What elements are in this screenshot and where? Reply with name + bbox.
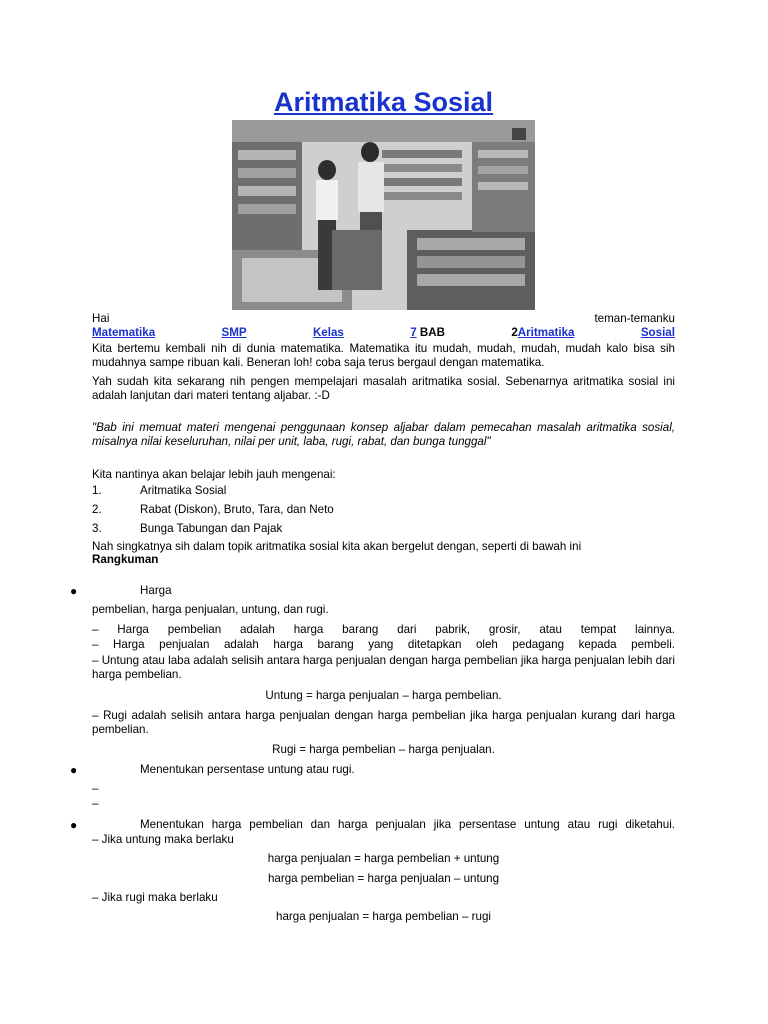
link-matematika[interactable]: Matematika: [92, 326, 156, 339]
intro-paragraph-2: Yah sudah kita sekarang nih pengen mempelajari masalah aritmatika sosial. Sebenarnya aritmatika sosial ini adalah lanjutan dari materi tentang aljabar. :-D: [92, 375, 675, 402]
definition-untung: – Untung atau laba adalah selisih antara harga penjualan dengan harga pembelian jika harga penjualan lebih dari harga pembelian.: [92, 654, 675, 681]
link-line: [92, 326, 675, 340]
harga-list: pembelian, harga penjualan, untung, dan rugi.: [92, 603, 329, 616]
greeting-left: Hai: [92, 312, 110, 325]
greeting-line: [92, 312, 675, 326]
bab-number: 2: [511, 326, 518, 339]
jika-rugi: – Jika rugi maka berlaku: [92, 891, 218, 904]
bullet-text: Menentukan persentase untung atau rugi.: [140, 763, 355, 776]
formula-harga-penjualan-untung: harga penjualan = harga pembelian + untung: [267, 852, 500, 865]
list-text: Bunga Tabungan dan Pajak: [140, 522, 283, 535]
link-smp[interactable]: SMP: [221, 326, 247, 339]
bullet-text: Harga: [140, 584, 172, 597]
link-aritmatika[interactable]: Aritmatika: [517, 326, 575, 339]
bullet-dot: ●: [70, 818, 78, 832]
list-number: 3.: [92, 522, 102, 535]
dash-line: –: [92, 782, 99, 795]
bullet-dot: ●: [70, 763, 78, 777]
definition-harga-pembelian: – Harga pembelian adalah harga barang dari pabrik, grosir, atau tempat lainnya.: [92, 623, 675, 636]
store-photo: [232, 120, 535, 310]
formula-untung: Untung = harga penjualan – harga pembelian.: [265, 689, 502, 702]
link-sosial[interactable]: Sosial: [640, 326, 675, 339]
bab-label: BAB: [419, 326, 446, 339]
quote-paragraph: "Bab ini memuat materi mengenai penggunaan konsep aljabar dalam pemecahan masalah aritmatika sosial, misalnya nilai keseluruhan, nilai per unit, laba, rugi, rabat, dan bunga tunggal": [92, 421, 675, 448]
link-kelas[interactable]: Kelas: [312, 326, 344, 339]
summary-intro: Nah singkatnya sih dalam topik aritmatika sosial kita akan bergelut dengan, seperti di bawah ini: [92, 540, 582, 553]
page-title: Aritmatika Sosial: [273, 87, 494, 117]
formula-harga-pembelian-untung: harga pembelian = harga penjualan – untung: [267, 872, 500, 885]
list-text: Rabat (Diskon), Bruto, Tara, dan Neto: [140, 503, 334, 516]
bullet-dot: ●: [70, 584, 78, 598]
formula-harga-penjualan-rugi: harga penjualan = harga pembelian – rugi: [276, 910, 491, 923]
intro-paragraph-1: Kita bertemu kembali nih di dunia matematika. Matematika itu mudah, mudah, mudah, mudah kalo bisa sih mudahnya sampe ribuan kali. Beneran loh! coba saja terus bergaul dengan matematika.: [92, 342, 675, 369]
list-intro: Kita nantinya akan belajar lebih jauh mengenai:: [92, 468, 336, 481]
greeting-right: teman-temanku: [594, 312, 675, 325]
dash-line: –: [92, 797, 99, 810]
definition-harga-penjualan: – Harga penjualan adalah harga barang yang ditetapkan oleh pedagang kepada pembeli.: [92, 638, 675, 651]
jika-untung: – Jika untung maka berlaku: [92, 833, 234, 846]
definition-rugi: – Rugi adalah selisih antara harga penjualan dengan harga pembelian jika harga penjualan kurang dari harga pembelian.: [92, 709, 675, 736]
bullet-text: Menentukan harga pembelian dan harga penjualan jika persentase untung atau rugi diketahui.: [140, 818, 675, 831]
store-photo-image: [232, 120, 535, 310]
link-7[interactable]: 7: [410, 326, 417, 339]
list-text: Aritmatika Sosial: [140, 484, 227, 497]
rangkuman-heading: Rangkuman: [92, 553, 159, 566]
list-number: 2.: [92, 503, 102, 516]
list-number: 1.: [92, 484, 102, 497]
formula-rugi: Rugi = harga pembelian – harga penjualan.: [272, 743, 495, 756]
